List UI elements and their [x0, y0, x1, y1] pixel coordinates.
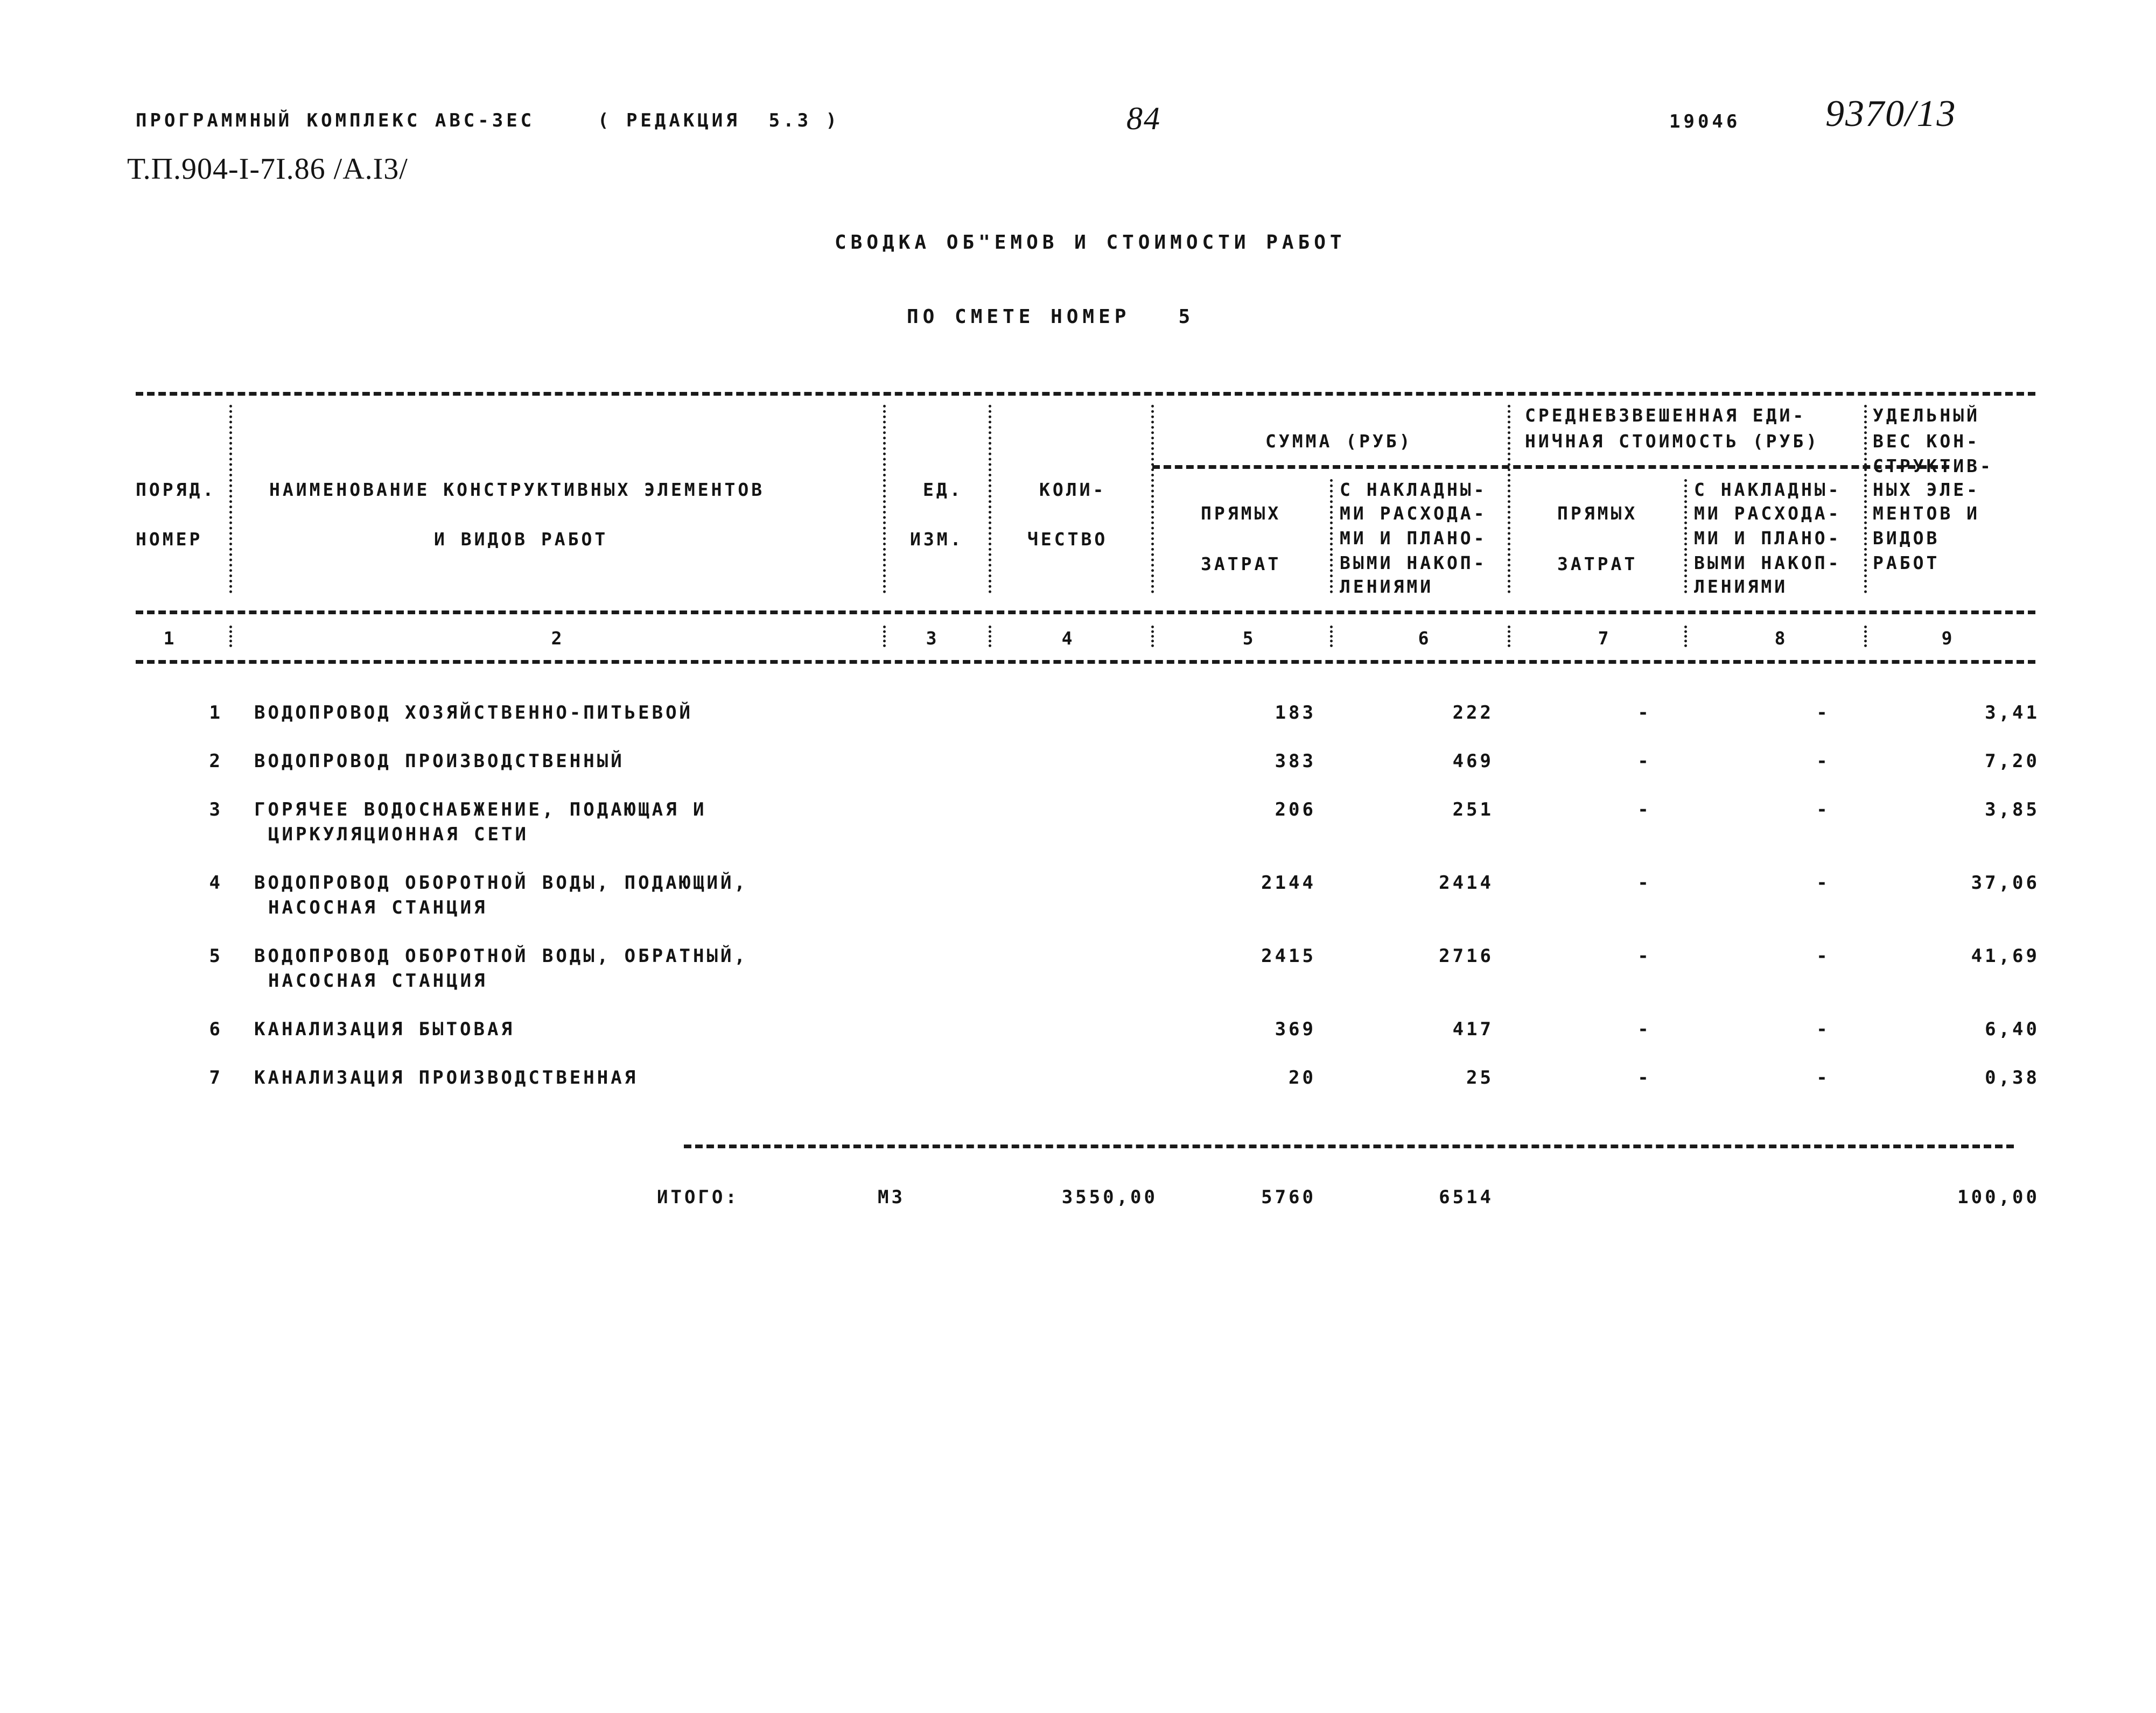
col3-header-line1: ЕД.: [923, 479, 963, 500]
column-separator: [229, 405, 232, 593]
row-avg-overhead: -: [1816, 750, 1830, 772]
row-avg-direct: -: [1637, 872, 1651, 894]
row-share: 3,41: [1985, 702, 2040, 724]
row-avg-direct: -: [1637, 1067, 1651, 1089]
total-rule: [684, 1145, 2014, 1148]
row-overhead-cost: 25: [1466, 1067, 1494, 1089]
col9-header-line1: УДЕЛЬНЫЙ: [1873, 405, 1980, 426]
row-avg-direct: -: [1637, 1019, 1651, 1040]
col6-header-line1: С НАКЛАДНЫ-: [1340, 479, 1487, 500]
column-number: 2: [551, 628, 565, 649]
row-name: ВОДОПРОВОД ОБОРОТНОЙ ВОДЫ, ОБРАТНЫЙ,: [254, 945, 748, 967]
row-avg-direct: -: [1637, 702, 1651, 724]
table-top-rule: [136, 392, 2035, 396]
row-share: 37,06: [1971, 872, 2040, 894]
row-avg-direct: -: [1637, 799, 1651, 820]
row-name: ВОДОПРОВОД ХОЗЯЙСТВЕННО-ПИТЬЕВОЙ: [254, 702, 694, 724]
row-direct-cost: 20: [1289, 1067, 1316, 1089]
col8-header-line2: МИ РАСХОДА-: [1694, 503, 1842, 524]
column-separator: [1684, 479, 1687, 593]
column-separator: [989, 405, 991, 593]
page-subtitle: ПО СМЕТЕ НОМЕР 5: [907, 306, 1195, 328]
document-reference: Т.П.904-I-7I.86 /А.I3/: [127, 152, 408, 186]
row-avg-overhead: -: [1816, 799, 1830, 820]
row-share: 3,85: [1985, 799, 2040, 820]
total-overhead-cost: 6514: [1439, 1187, 1494, 1208]
column-separator: [1508, 626, 1510, 647]
row-overhead-cost: 469: [1452, 750, 1494, 772]
col9-header-line7: РАБОТ: [1873, 552, 1940, 573]
col1-header-line1: ПОРЯД.: [136, 479, 216, 500]
col6-header-line4: ВЫМИ НАКОП-: [1340, 552, 1487, 573]
page-title: СВОДКА ОБ"ЕМОВ И СТОИМОСТИ РАБОТ: [835, 231, 1346, 254]
row-share: 41,69: [1971, 945, 2040, 967]
column-number: 9: [1941, 628, 1955, 649]
column-separator: [1151, 626, 1154, 647]
row-number: 6: [209, 1019, 223, 1040]
col2-header-line2: И ВИДОВ РАБОТ: [434, 529, 608, 550]
row-number: 3: [209, 799, 223, 820]
column-separator: [229, 626, 232, 647]
row-direct-cost: 2415: [1261, 945, 1316, 967]
row-avg-overhead: -: [1816, 1067, 1830, 1089]
col4-header-line1: КОЛИ-: [1039, 479, 1107, 500]
row-avg-direct: -: [1637, 750, 1651, 772]
row-direct-cost: 383: [1275, 750, 1316, 772]
column-separator: [1508, 405, 1510, 593]
avg-group-header-line2: НИЧНАЯ СТОИМОСТЬ (РУБ): [1525, 431, 1820, 452]
row-share: 7,20: [1985, 750, 2040, 772]
col2-header-line1: НАИМЕНОВАНИЕ КОНСТРУКТИВНЫХ ЭЛЕМЕНТОВ: [269, 479, 765, 500]
total-share: 100,00: [1957, 1187, 2040, 1208]
row-name-continuation: НАСОСНАЯ СТАНЦИЯ: [268, 970, 488, 992]
column-number: 4: [1061, 628, 1075, 649]
row-number: 7: [209, 1067, 223, 1089]
row-avg-direct: -: [1637, 945, 1651, 967]
header-bottom-rule: [136, 610, 2035, 614]
column-number: 8: [1774, 628, 1788, 649]
column-separator: [1684, 626, 1687, 647]
program-name: ПРОГРАММНЫЙ КОМПЛЕКС АВС-ЗЕС: [136, 110, 535, 131]
edition-label: ( РЕДАКЦИЯ 5.3 ): [598, 110, 840, 131]
col8-header-line1: С НАКЛАДНЫ-: [1694, 479, 1842, 500]
column-separator: [1330, 479, 1333, 593]
row-name: ГОРЯЧЕЕ ВОДОСНАБЖЕНИЕ, ПОДАЮЩАЯ И: [254, 799, 707, 820]
col9-header-line6: ВИДОВ: [1873, 528, 1940, 549]
col5-header-line2: ЗАТРАТ: [1201, 553, 1282, 574]
column-number: 3: [926, 628, 940, 649]
column-separator: [883, 405, 886, 593]
col3-header-line2: ИЗМ.: [910, 529, 964, 550]
row-overhead-cost: 251: [1452, 799, 1494, 820]
avg-group-header-line1: СРЕДНЕВЗВЕШЕННАЯ ЕДИ-: [1525, 405, 1807, 426]
page-mark: 84: [1126, 101, 1161, 136]
row-name: КАНАЛИЗАЦИЯ ПРОИЗВОДСТВЕННАЯ: [254, 1067, 639, 1089]
row-number: 4: [209, 872, 223, 894]
row-name: КАНАЛИЗАЦИЯ БЫТОВАЯ: [254, 1019, 515, 1040]
handwritten-stamp-number: 9370/13: [1825, 93, 1957, 135]
col8-header-line4: ВЫМИ НАКОП-: [1694, 552, 1842, 573]
row-number: 1: [209, 702, 223, 724]
column-separator: [1864, 626, 1867, 647]
row-direct-cost: 369: [1275, 1019, 1316, 1040]
total-label: ИТОГО:: [657, 1187, 739, 1208]
col6-header-line2: МИ РАСХОДА-: [1340, 503, 1487, 524]
total-quantity: 3550,00: [1061, 1187, 1158, 1208]
column-number: 7: [1598, 628, 1612, 649]
row-number: 5: [209, 945, 223, 967]
column-separator: [1330, 626, 1333, 647]
row-name: ВОДОПРОВОД ПРОИЗВОДСТВЕННЫЙ: [254, 750, 625, 772]
row-share: 6,40: [1985, 1019, 2040, 1040]
col7-header-line1: ПРЯМЫХ: [1557, 503, 1638, 524]
col6-header-line3: МИ И ПЛАНО-: [1340, 528, 1487, 549]
col9-header-line5: МЕНТОВ И: [1873, 503, 1980, 524]
row-overhead-cost: 2716: [1439, 945, 1494, 967]
row-avg-overhead: -: [1816, 1019, 1830, 1040]
row-overhead-cost: 417: [1452, 1019, 1494, 1040]
col9-header-line3: СТРУКТИВ-: [1873, 455, 1993, 476]
col5-header-line1: ПРЯМЫХ: [1201, 503, 1282, 524]
row-avg-overhead: -: [1816, 872, 1830, 894]
row-share: 0,38: [1985, 1067, 2040, 1089]
row-overhead-cost: 2414: [1439, 872, 1494, 894]
column-number: 1: [163, 628, 177, 649]
row-overhead-cost: 222: [1452, 702, 1494, 724]
row-name: ВОДОПРОВОД ОБОРОТНОЙ ВОДЫ, ПОДАЮЩИЙ,: [254, 872, 748, 894]
column-number: 5: [1242, 628, 1256, 649]
column-separator: [1864, 405, 1867, 593]
row-avg-overhead: -: [1816, 945, 1830, 967]
column-number: 6: [1418, 628, 1432, 649]
col7-header-line2: ЗАТРАТ: [1557, 553, 1638, 574]
row-direct-cost: 206: [1275, 799, 1316, 820]
total-direct-cost: 5760: [1261, 1187, 1316, 1208]
column-separator: [989, 626, 991, 647]
col9-header-line2: ВЕС КОН-: [1873, 431, 1980, 452]
total-unit: М3: [878, 1187, 905, 1208]
row-avg-overhead: -: [1816, 702, 1830, 724]
row-direct-cost: 183: [1275, 702, 1316, 724]
row-direct-cost: 2144: [1261, 872, 1316, 894]
row-name-continuation: НАСОСНАЯ СТАНЦИЯ: [268, 897, 488, 918]
group-header-rule: [1152, 465, 1949, 469]
column-separator: [883, 626, 886, 647]
col9-header-line4: НЫХ ЭЛЕ-: [1873, 479, 1980, 500]
col1-header-line2: НОМЕР: [136, 529, 203, 550]
row-name-continuation: ЦИРКУЛЯЦИОННАЯ СЕТИ: [268, 824, 529, 845]
row-number: 2: [209, 750, 223, 772]
col8-header-line5: ЛЕНИЯМИ: [1694, 576, 1788, 597]
col6-header-line5: ЛЕНИЯМИ: [1340, 576, 1434, 597]
col4-header-line2: ЧЕСТВО: [1027, 529, 1108, 550]
col8-header-line3: МИ И ПЛАНО-: [1694, 528, 1842, 549]
sum-group-header: СУММА (РУБ): [1265, 431, 1413, 452]
document-code: 19046: [1669, 111, 1741, 132]
column-numbers-rule: [136, 660, 2035, 664]
column-separator: [1151, 405, 1154, 593]
